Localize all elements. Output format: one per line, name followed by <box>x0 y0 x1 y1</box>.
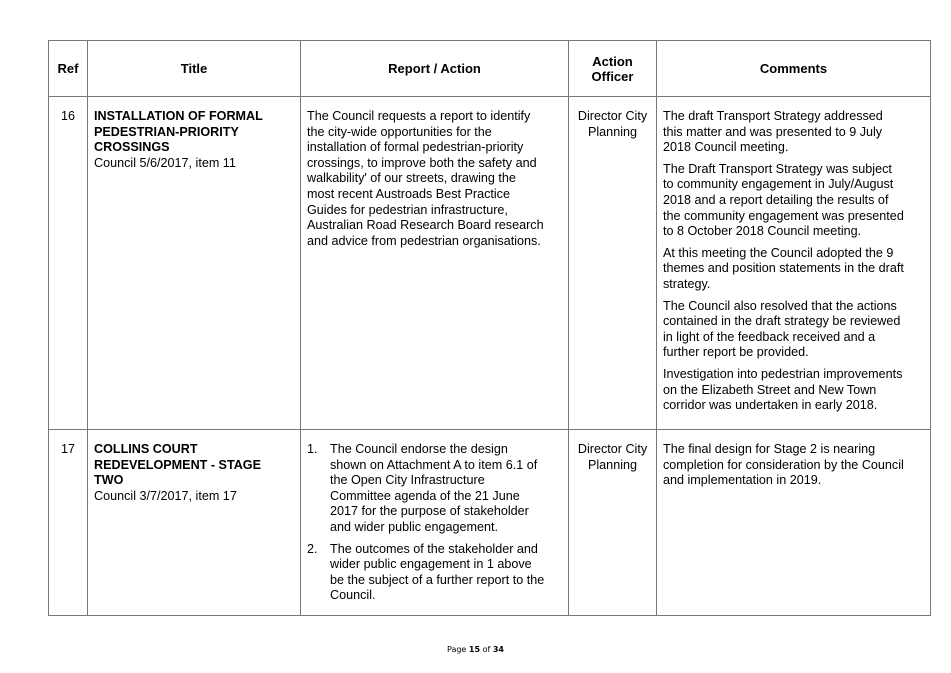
comment-paragraph <box>663 367 924 414</box>
officer-line: Planning <box>587 124 638 139</box>
comment-line: corridor was undertaken in early 2018. <box>663 398 878 413</box>
action-line: wider public engagement in 1 above <box>330 557 532 572</box>
action-officer-cell <box>569 97 657 430</box>
comment-paragraph <box>663 299 924 361</box>
list-number: 2. <box>307 541 318 556</box>
meeting-reference: Council 3/7/2017, item 17 <box>94 488 237 503</box>
comment-line: The Council also resolved that the actions <box>663 298 897 313</box>
action-line: The outcomes of the stakeholder and <box>330 541 538 556</box>
meeting-reference: Council 5/6/2017, item 11 <box>94 155 236 170</box>
comment-line: The final design for Stage 2 is nearing <box>663 442 876 456</box>
comment-paragraph <box>663 109 924 156</box>
comment-line: on the Elizabeth Street and New Town <box>663 382 877 397</box>
action-line: shown on Attachment A to item 6.1 of <box>330 457 538 472</box>
action-officer-cell <box>569 430 657 616</box>
comment-line: contained in the draft strategy be reviewed <box>663 314 901 329</box>
header-report-action: Report / Action <box>301 41 569 97</box>
page-current: 15 <box>468 645 481 654</box>
page-footer <box>0 645 951 654</box>
comments-cell <box>657 97 931 430</box>
comment-line: and implementation in 2019. <box>663 473 822 488</box>
list-text <box>330 442 562 536</box>
title-line: REDEVELOPMENT - STAGE <box>94 457 261 472</box>
comment-line: to community engagement in July/August <box>663 177 894 192</box>
comment-line: themes and position statements in the draft <box>663 261 904 276</box>
title-cell <box>88 97 301 430</box>
header-title: Title <box>88 41 301 97</box>
comment-line: The Draft Transport Strategy was subject <box>663 161 892 176</box>
comment-line: At this meeting the Council adopted the 9 <box>663 245 894 260</box>
report-action-cell <box>301 97 569 430</box>
comments-cell <box>657 430 931 616</box>
comment-line: Investigation into pedestrian improvements <box>663 366 903 381</box>
comment-line: The draft Transport Strategy addressed <box>663 109 883 123</box>
action-line: Council. <box>330 588 376 603</box>
action-line: and wider public engagement. <box>330 519 499 534</box>
comment-line: further report be provided. <box>663 345 809 360</box>
table-row <box>49 430 931 616</box>
officer-line: Director City <box>577 442 648 456</box>
header-ref: Ref <box>49 41 88 97</box>
officer-line: Director City <box>577 109 648 123</box>
title-line: INSTALLATION OF FORMAL <box>94 109 263 123</box>
action-line: the Open City Infrastructure <box>330 473 485 488</box>
report-line: Guides for pedestrian infrastructure, <box>307 202 508 217</box>
comment-line: 2018 and a report detailing the results of <box>663 192 889 207</box>
comment-line: 2018 Council meeting. <box>663 140 789 155</box>
list-number: 1. <box>307 442 318 456</box>
action-table <box>48 40 931 616</box>
comment-paragraph <box>663 162 924 240</box>
comment-line: to 8 October 2018 Council meeting. <box>663 224 862 239</box>
title-line: PEDESTRIAN-PRIORITY <box>94 124 239 139</box>
title-line: COLLINS COURT <box>94 442 198 456</box>
header-officer-line-1: Action <box>592 53 633 69</box>
comment-line: in light of the feedback received and a <box>663 329 876 344</box>
comment-line: completion for consideration by the Council <box>663 457 904 472</box>
ref-cell: 16 <box>49 97 88 430</box>
report-line: Australian Road Research Board research <box>307 218 544 233</box>
report-line: crossings, to improve both the safety and <box>307 155 537 170</box>
report-line: The Council requests a report to identify <box>307 109 531 123</box>
list-item <box>307 542 562 604</box>
title-line: TWO <box>94 473 124 488</box>
report-line: walkability' of our streets, drawing the <box>307 171 516 186</box>
table-row <box>49 97 931 430</box>
of-word: of <box>482 645 491 654</box>
report-line: the city-wide opportunities for the <box>307 124 492 139</box>
comment-line: this matter and was presented to 9 July <box>663 124 883 139</box>
page-word: Page <box>446 645 467 654</box>
report-line: installation of formal pedestrian-priority <box>307 140 524 155</box>
header-row <box>49 41 931 97</box>
header-officer-line-2: Officer <box>591 68 634 84</box>
page-total: 34 <box>492 645 504 654</box>
action-list <box>307 442 562 604</box>
report-line: most recent Austroads Best Practice <box>307 186 510 201</box>
header-action-officer <box>569 41 657 97</box>
comment-line: the community engagement was presented <box>663 208 904 223</box>
action-line: Committee agenda of the 21 June <box>330 488 520 503</box>
header-comments: Comments <box>657 41 931 97</box>
report-line: and advice from pedestrian organisations. <box>307 233 541 248</box>
officer-line: Planning <box>587 457 638 472</box>
title-cell <box>88 430 301 616</box>
list-text <box>330 542 562 604</box>
report-action-cell <box>301 430 569 616</box>
list-item <box>307 442 562 536</box>
title-line: CROSSINGS <box>94 140 170 155</box>
comment-line: strategy. <box>663 276 711 291</box>
comment-paragraph <box>663 246 924 293</box>
action-line: 2017 for the purpose of stakeholder <box>330 504 529 519</box>
comment-paragraph <box>663 442 924 489</box>
ref-cell: 17 <box>49 430 88 616</box>
action-line: The Council endorse the design <box>330 442 508 456</box>
action-line: be the subject of a further report to the <box>330 572 545 587</box>
